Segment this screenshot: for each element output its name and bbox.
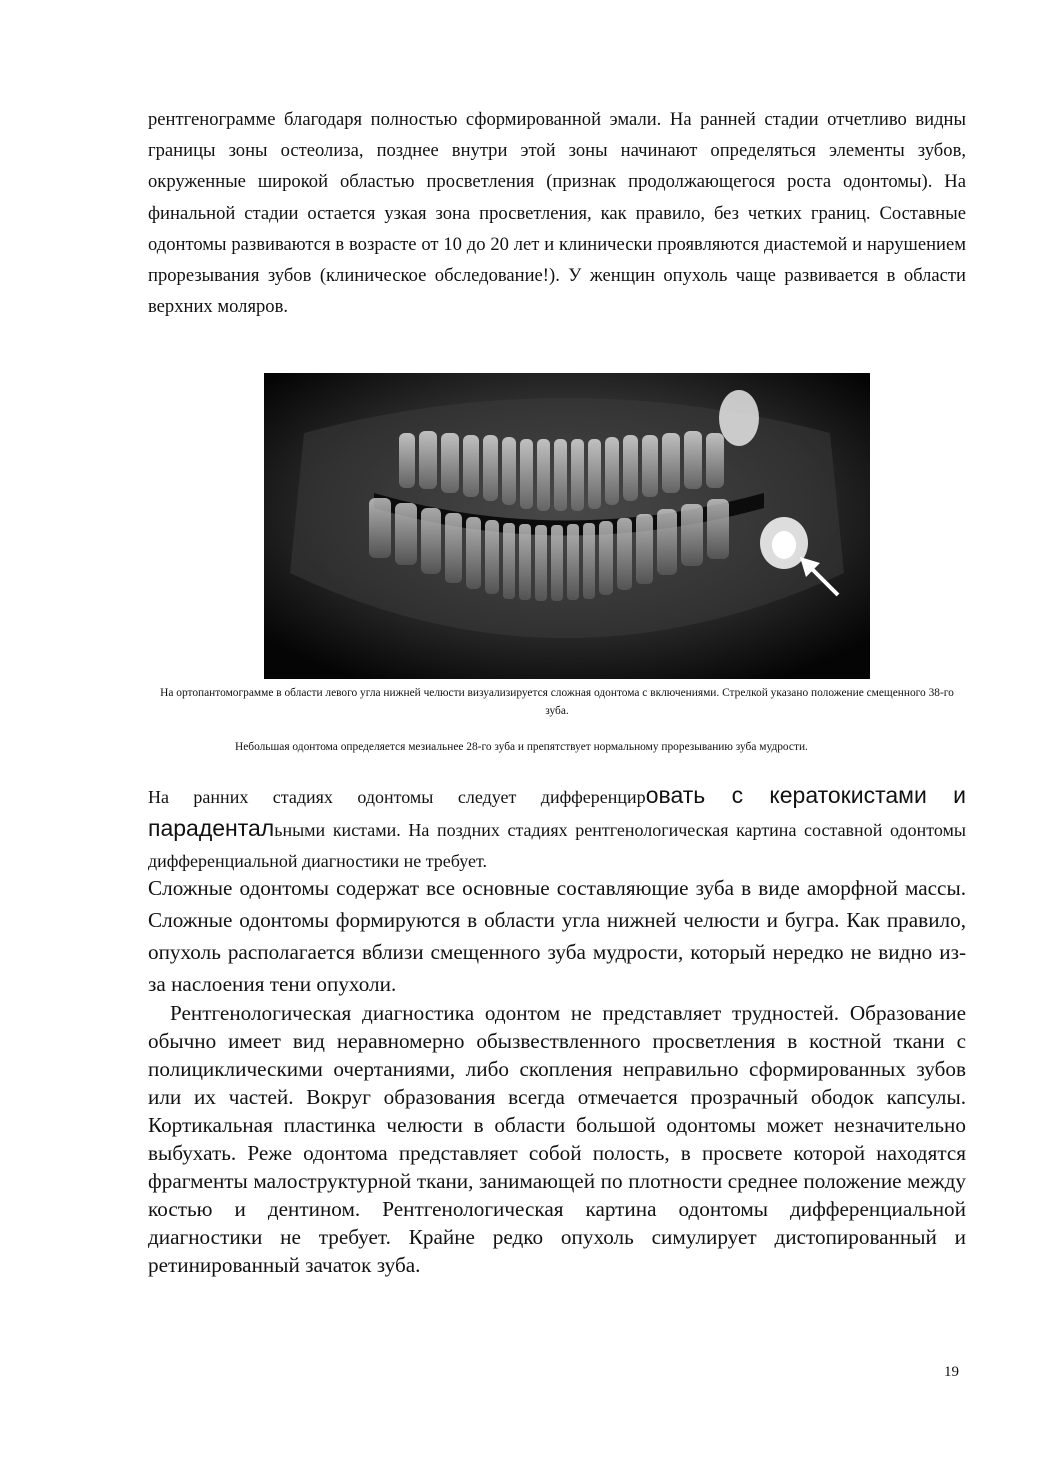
paragraph-differential-part1: На ранних стадиях одонтомы следует дифференцир (148, 787, 646, 807)
page-number: 19 (944, 1364, 959, 1380)
figure-note: Небольшая одонтома определяется мезиальнее 28-го зуба и препятствует нормальному прорезыванию зуба мудрости. (235, 741, 808, 753)
paragraph-differential-part3: ьными кистами. На поздних стадиях рентгенологическая картина составной одонтомы дифференциальной диагностики не требует. (148, 820, 966, 871)
panoramic-xray-image (264, 373, 870, 679)
paragraph-complex-odontomas: Сложные одонтомы содержат все основные составляющие зуба в виде аморфной массы. Сложные одонтомы формируются в области угла нижней челюсти и бугра. Как правило, опухоль располагается вблизи смещенного зуба мудрости, который нередко не видно из-за наслоения тени опухоли. (148, 876, 966, 996)
paragraph-intro: рентгенограмме благодаря полностью сформированной эмали. На ранней стадии отчетливо видны границы зоны остеолиза, позднее внутри этой зоны начинают определяться элементы зубов, окруженные широкой областью просветления (признак продолжающегося роста одонтомы). На финальной стадии остается узкая зона просветления, как правило, без четких границ. Составные одонтомы развиваются в возрасте от 10 до 20 лет и клинически проявляются диастемой и нарушением прорезывания зубов (клиническое обследование!). У женщин опухоль чаще развивается в области верхних моляров. (148, 109, 966, 318)
paragraph-diagnostics: Рентгенологическая диагностика одонтом не представляет трудностей. Образование обычно имеет вид неравномерно обызвествленного просветления в костной ткани с полициклическими очертаниями, либо скопления неправильно сформированных зубов или их частей. Вокруг образования всегда отмечается прозрачный ободок капсулы. Кортикальная пластинка челюсти в области большой одонтомы может незначительно выбухать. Реже одонтома представляет собой полость, в просвете которой находятся фрагменты малоструктурной ткани, занимающей по плотности среднее положение между костью и дентином. Рентгенологическая картина одонтомы дифференциальной диагностики не требует. Крайне редко опухоль симулирует дистопированный и ретинированный зачаток зуба. (148, 1001, 966, 1277)
paragraph-differential-part2: овать с кератокистами и парадентал (148, 782, 966, 841)
paragraph-differential (148, 780, 966, 877)
figure-caption: На ортопантомограмме в области левого угла нижней челюсти визуализируется сложная одонтома с включениями. Стрелкой указано положение смещенного 38-го зуба. (160, 687, 954, 717)
